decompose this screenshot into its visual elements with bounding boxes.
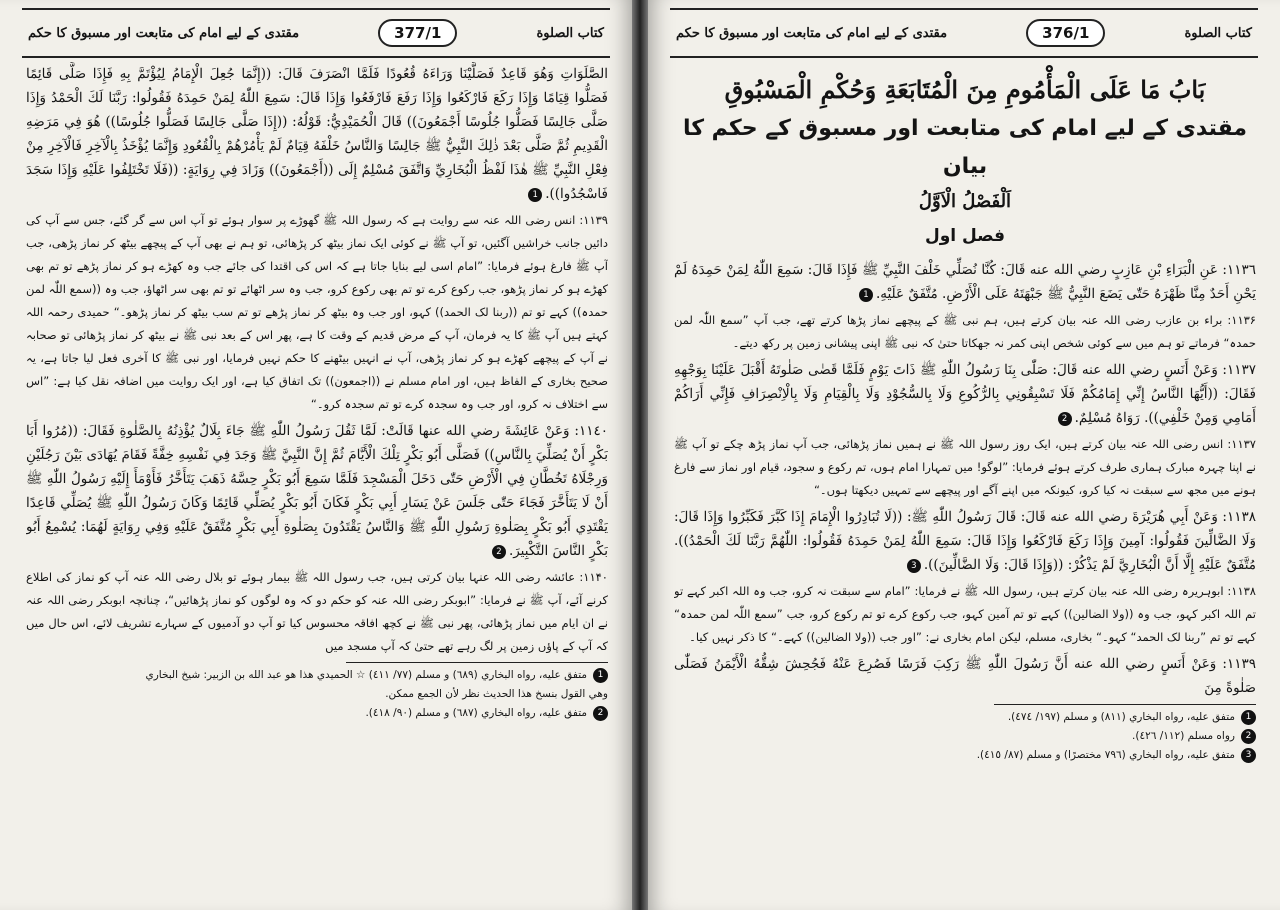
left-book-title: كتاب الصلوة xyxy=(536,25,604,41)
footnote-text: وهي القول بنسخ هذا الحديث نظر لأن الجمع ممكن. xyxy=(385,688,608,700)
hadith-urdu-translation xyxy=(26,566,608,658)
footnote-ref-badge: 2 xyxy=(1058,412,1072,426)
footnote xyxy=(674,746,1256,765)
footnote-text: متفق عليه، رواه البخاري (٧٩٦ مختصرًا) و مسلم (٨٧/ ٤١٥). xyxy=(976,749,1235,761)
footnote-number-badge: 1 xyxy=(1241,710,1256,725)
footnote-ref-badge: 2 xyxy=(492,545,506,559)
hadith-urdu-translation xyxy=(26,209,608,416)
hadith-arabic-text xyxy=(674,258,1256,306)
book-gutter xyxy=(632,0,648,910)
right-chapter-title: مقتدی کے لیے امام کی متابعت اور مسبوق کا حکم xyxy=(676,25,948,41)
footnote-divider xyxy=(994,704,1256,705)
footnote-text: متفق عليه، رواه البخاري (٨١١) و مسلم (١٩٧/ ٤٧٤). xyxy=(1007,711,1235,723)
hadith-urdu-translation xyxy=(674,309,1256,355)
footnote xyxy=(674,727,1256,746)
hadith-arabic-text xyxy=(26,62,608,206)
paragraph-text: ۱۱۳۸: ابوہریرہ رضی اللہ عنہ بیان کرتے ہیں، رسول اللہ ﷺ نے فرمایا: ”امام سے سبقت نہ کرو، جب وہ اللہ اکبر کہے تو تم اللہ اکبر کہو، جب وہ ((ولا الضالین)) کہے تو تم آمین کہو، جب رکوع کرے تو تم رکوع کرو، جب ”سمع اللّٰہ لمن حمدہ“ کہے تو تم ”ربنا لک الحمد“ کہو۔“ بخاری، مسلم، لیکن امام بخاری نے: ”اور جب ((ولا الضالین)) کہے۔“ کا ذکر نہیں کیا۔ xyxy=(674,584,1256,644)
hadith-urdu-translation xyxy=(674,433,1256,502)
paragraph-text: ١١٣٧: وَعَنْ أَنَسٍ رضي الله عنه قَالَ: صَلّٰى بِنَا رَسُولُ اللّٰهِ ﷺ ذَاتَ يَوْمٍ فَلَمَّا قَضٰى صَلٰوتَهُ أَقْبَلَ عَلَيْنَا بِوَجْهِهِ فَقَالَ: ((أَيُّهَا النَّاسُ إِنِّي إِمَامُكُمْ فَلَا تَسْبِقُونِي بِالرُّكُوعِ وَلَا بِالسُّجُوْدِ وَلَا بِالْقِيَامِ وَلَا بِالْاِنْصِرَافِ فَإِنِّي أَرَاكُمْ أَمَامِي وَمِنْ خَلْفِي)). رَوَاهُ مُسْلِمٌ. xyxy=(674,362,1256,426)
paragraph-text: ۱۱۴۰: عائشہ رضی اللہ عنہا بیان کرتی ہیں، جب رسول اللہ ﷺ بیمار ہوئے تو بلال رضی اللہ عنہ آپ کو نماز کی اطلاع کرنے آئے، آپ ﷺ نے فرمایا: ”ابوبکر رضی اللہ عنہ کو حکم دو کہ وہ لوگوں کو نماز پڑھائیں“، چنانچہ ابوبکر رضی اللہ عنہ نے ان ایام میں نماز پڑھائی، پھر نبی ﷺ نے کچھ افاقہ محسوس کیا تو آپ دو آدمیوں کے سہارے تشریف لائے، اس حال میں کہ آپ کے پاؤں زمین پر لگ رہے تھے حتیٰ کہ آپ مسجد میں xyxy=(26,570,608,653)
paragraph-text: ۱۱۳۷: انس رضی اللہ عنہ بیان کرتے ہیں، ایک روز رسول اللہ ﷺ نے ہمیں نماز پڑھائی، جب آپ نماز پڑھ چکے تو آپ ﷺ نے اپنا چہرہ مبارک ہماری طرف کرتے ہوئے فرمایا: ”لوگو! میں تمہارا امام ہوں، تم رکوع و سجود، قیام اور نماز سے فارغ ہونے میں مجھ سے سبقت نہ کیا کرو، کیونکہ میں اپنے آگے اور پیچھے سے تمہیں دیکھتا ہوں۔“ xyxy=(674,437,1256,497)
footnote-divider xyxy=(346,662,608,663)
footnote xyxy=(26,704,608,723)
footnote-number-badge: 1 xyxy=(593,668,608,683)
footnote xyxy=(26,685,608,704)
paragraph-text: ١١٣٩: وَعَنْ أَنَسٍ رضي الله عنه أَنَّ رَسُولَ اللّٰهِ ﷺ رَكِبَ فَرَسًا فَصُرِعَ عَنْهُ فَجُحِشَ شِقُّهُ الْأَيْمَنُ فَصَلّٰى صَلٰوةً مِنَ xyxy=(674,656,1256,696)
footnote-number-badge: 2 xyxy=(1241,729,1256,744)
right-page xyxy=(648,0,1280,910)
left-chapter-title: مقتدی کے لیے امام کی متابعت اور مسبوق کا حکم xyxy=(28,25,300,41)
hadith-arabic-text xyxy=(674,652,1256,700)
footnote-ref-badge: 1 xyxy=(859,288,873,302)
section-heading-urdu: فصل اول xyxy=(924,226,1006,246)
left-page xyxy=(0,0,632,910)
paragraph-text: ١١٤٠: وَعَنْ عَائِشَةَ رضي الله عنها قَالَتْ: لَمَّا ثَقُلَ رَسُولُ اللّٰهِ ﷺ جَاءَ بِلَالٌ يُؤْذِنُهُ بِالصَّلٰوةِ فَقَالَ: ((مُرُوا أَبَا بَكْرٍ أَنْ يُصَلِّيَ بِالنَّاسِ)) فَصَلَّى أَبُو بَكْرٍ تِلْكَ الْأَيَّامَ ثُمَّ إِنَّ النَّبِيَّ ﷺ وَجَدَ فِي نَفْسِهِ خِفَّةً فَقَامَ يُهَادَى بَيْنَ رَجُلَيْنِ وَرِجْلَاهُ تَخُطَّانِ فِي الْأَرْضِ حَتّٰى دَخَلَ الْمَسْجِدَ فَلَمَّا سَمِعَ أَبُو بَكْرٍ حِسَّهُ ذَهَبَ يَتَأَخَّرُ فَأَوْمَأَ إِلَيْهِ رَسُولُ اللّٰهِ ﷺ أَنْ لَا يَتَأَخَّرَ فَجَاءَ حَتّٰى جَلَسَ عَنْ يَسَارِ أَبِي بَكْرٍ فَكَانَ أَبُو بَكْرٍ يُصَلِّي قَائِمًا وَكَانَ رَسُولُ اللّٰهِ ﷺ يُصَلِّي قَاعِدًا يَقْتَدِي أَبُو بَكْرٍ بِصَلٰوةِ رَسُولِ اللّٰهِ ﷺ وَالنَّاسُ يَقْتَدُونَ بِصَلٰوةِ أَبِي بَكْرٍ مُتَّفَقٌ عَلَيْهِ وَفِي رِوَايَةٍ لَهُمَا: يُسْمِعُ أَبُو بَكْرٍ النَّاسَ التَّكْبِيرَ. xyxy=(26,423,608,559)
paragraph-text: ۱۱۳۶: براء بن عازب رضی اللہ عنہ بیان کرتے ہیں، ہم نبی ﷺ کے پیچھے نماز پڑھا کرتے تھے، جب آپ ”سمع اللّٰہ لمن حمدہ“ فرماتے تو ہم میں سے کوئی شخص اپنی کمر نہ جھکاتا حتیٰ کہ نبی ﷺ اپنی پیشانی زمین پر رکھ دیتے۔ xyxy=(674,313,1256,350)
left-page-header xyxy=(22,8,610,58)
footnote-text: متفق عليه، رواه البخاري (٦٨٧) و مسلم (٩٠/ ٤١٨). xyxy=(365,707,587,719)
footnote xyxy=(674,708,1256,727)
footnote-ref-badge: 3 xyxy=(907,559,921,573)
paragraph-text: ١١٣٨: وَعَنْ أَبِي هُرَيْرَةَ رضي الله عنه قَالَ: قَالَ رَسُولُ اللّٰهِ ﷺ: ((لَا تُبَادِرُوا الْإِمَامَ إِذَا كَبَّرَ فَكَبِّرُوا وَإِذَا قَالَ: وَلَا الضَّالِّينَ فَقُولُوا: آمِينَ وَإِذَا رَكَعَ فَارْكَعُوا وَإِذَا قَالَ: سَمِعَ اللّٰهُ لِمَنْ حَمِدَهُ فَقُولُوا: اللّٰهُمَّ رَبَّنَا لَكَ الْحَمْدُ)). مُتَّفَقٌ عَلَيْهِ إِلَّا أَنَّ الْبُخَارِيَّ لَمْ يَذْكُرْ: ((وَإِذَا قَالَ: وَلَا الضَّالِّينَ)). xyxy=(674,509,1256,573)
right-page-content xyxy=(674,62,1256,910)
chapter-heading-urdu: مقتدی کے لیے امام کی متابعت اور مسبوق کے حکم کا بیان xyxy=(682,116,1248,179)
hadith-arabic-text xyxy=(674,505,1256,577)
footnote xyxy=(26,666,608,685)
paragraph-text: الصَّلَوَاتِ وَهُوَ قَاعِدٌ فَصَلَّيْنَا وَرَاءَهُ قُعُودًا فَلَمَّا انْصَرَفَ قَالَ: ((إِنَّمَا جُعِلَ الْإِمَامُ لِيُؤْتَمَّ بِهِ فَإِذَا صَلَّى قَائِمًا فَصَلُّوا قِيَامًا وَإِذَا رَكَعَ فَارْكَعُوا وَإِذَا رَفَعَ فَارْفَعُوا وَإِذَا قَالَ: سَمِعَ اللّٰهُ لِمَنْ حَمِدَهُ فَقُولُوا: رَبَّنَا لَكَ الْحَمْدُ وَإِذَا صَلَّى جَالِسًا فَصَلُّوا جُلُوسًا أَجْمَعُونَ)) قَالَ الْحُمَيْدِيُّ: قَوْلُهُ: ((إِذَا صَلَّى جَالِسًا فَصَلُّوا جُلُوسًا)) هُوَ فِي مَرَضِهِ الْقَدِيمِ ثُمَّ صَلَّى بَعْدَ ذٰلِكَ النَّبِيُّ ﷺ جَالِسًا وَالنَّاسُ خَلْفَهُ قِيَامٌ لَمْ يَأْمُرْهُمْ بِالْقُعُودِ وَإِنَّمَا يُؤْخَذُ بِالْآخِرِ فَالْآخِرِ مِنْ فِعْلِ النَّبِيِّ ﷺ هٰذَا لَفْظُ الْبُخَارِيِّ وَاتَّفَقَ مُسْلِمٌ إِلَى ((أَجْمَعُونَ)) وَزَادَ فِي رِوَايَةٍ: ((فَلَا تَخْتَلِفُوا عَلَيْهِ وَإِذَا سَجَدَ فَاسْجُدُوا)). xyxy=(26,66,608,202)
hadith-urdu-translation xyxy=(674,580,1256,649)
footnote-text: متفق عليه، رواه البخاري (٦٨٩) و مسلم (٧٧/ ٤١١) ☆ الحميدي هذا هو عبد الله بن الزبير: شيخ البخاري xyxy=(145,669,587,681)
right-page-number: 376/1 xyxy=(1026,19,1105,47)
footnote-text: رواه مسلم (١١٢/ ٤٢٦). xyxy=(1132,730,1235,742)
paragraph-text: ۱۱۳۹: انس رضی اللہ عنہ سے روایت ہے کہ رسول اللہ ﷺ گھوڑے پر سوار ہوئے تو آپ اس سے گر گئے، جس سے آپ کی دائیں جانب خراشیں آگئیں، تو آپ ﷺ نے کوئی ایک نماز بیٹھ کر پڑھائی، تو ہم نے بھی آپ کے پیچھے بیٹھ کر نماز پڑھی، جب آپ ﷺ فارغ ہوئے فرمایا: ”امام اسی لیے بنایا جاتا ہے کہ اس کی اقتدا کی جائے جب وہ کھڑے ہو کر نماز پڑھے تو تم بھی کھڑے ہو کر نماز پڑھو، جب رکوع کرے تو تم بھی رکوع کرو، جب وہ سر اٹھائے تو تم بھی سر اٹھاؤ، جب وہ ((سمع اللّٰہ لمن حمدہ)) کہے تو تم ((ربنا لک الحمد)) کہو، اور جب وہ بیٹھ کر نماز پڑھے تو تم سب بیٹھ کر نماز پڑھو۔“ حمیدی رحمہ اللہ کہتے ہیں آپ ﷺ کا یہ فرمان، آپ کے مرض قدیم کے وقت کا ہے، پھر اس کے بعد نبی ﷺ نے بیٹھ کر نماز پڑھائی تو صحابہ نے آپ کے پیچھے کھڑے ہو کر نماز پڑھی، آپ نے انہیں بیٹھنے کا حکم نہیں فرمایا، اور نبی ﷺ کا آخری فعل لیا جاتا ہے، یہ صحیح بخاری کے الفاظ ہیں، اور امام مسلم نے ((اجمعون)) تک اتفاق کیا ہے، اور ایک روایت میں اضافہ نقل کیا ہے: ”اس سے اختلاف نہ کرو، اور جب وہ سجدہ کرے تو تم سجدہ کرو۔“ xyxy=(26,213,608,411)
right-page-header xyxy=(670,8,1258,58)
chapter-heading-arabic: بَابُ مَا عَلَى الْمَأْمُومِ مِنَ الْمُتَابَعَةِ وَحُكْمِ الْمَسْبُوقِ xyxy=(724,75,1206,104)
footnote-number-badge: 3 xyxy=(1241,748,1256,763)
left-page-content xyxy=(26,62,608,910)
paragraph-text: ١١٣٦: عَنِ الْبَرَاءِ بْنِ عَازِبٍ رضي الله عنه قَالَ: كُنَّا نُصَلِّي خَلْفَ النَّبِيِّ ﷺ فَإِذَا قَالَ: سَمِعَ اللّٰهُ لِمَنْ حَمِدَهُ لَمْ يَحْنِ أَحَدٌ مِنَّا ظَهْرَهُ حَتّٰى يَضَعَ النَّبِيُّ ﷺ جَبْهَتَهُ عَلَى الْأَرْضِ. مُتَّفَقٌ عَلَيْهِ. xyxy=(674,262,1256,302)
hadith-arabic-text xyxy=(674,358,1256,430)
section-heading-arabic: اَلْفَصْلُ الْاَوَّلُ xyxy=(918,191,1012,212)
footnote-ref-badge: 1 xyxy=(528,188,542,202)
footnote-number-badge: 2 xyxy=(593,706,608,721)
left-page-number: 377/1 xyxy=(378,19,457,47)
right-book-title: كتاب الصلوة xyxy=(1184,25,1252,41)
hadith-arabic-text xyxy=(26,419,608,563)
